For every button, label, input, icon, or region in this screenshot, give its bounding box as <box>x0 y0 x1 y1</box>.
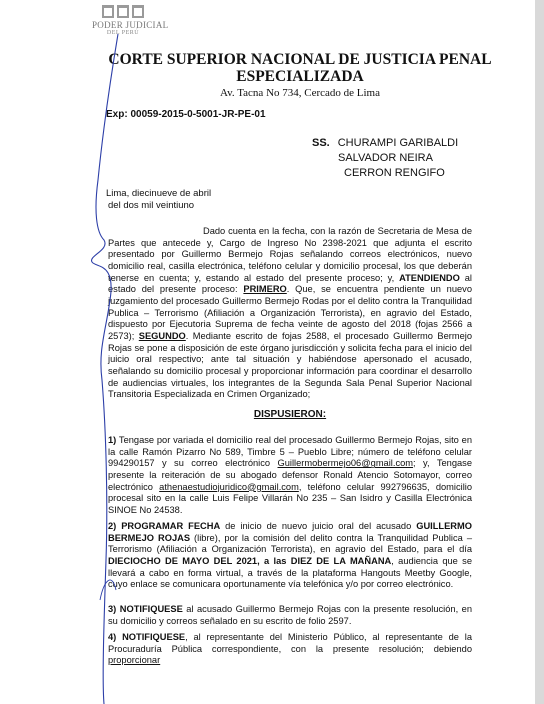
p1-text-a: Dado cuenta en la fecha, con la razón de Secretaria de Mesa de Partes que antecede y, Cargo de Ingreso No 2398-2021 que adjunta el escrito presentado por Guillermo Bermejo Rojas señalando correos electrónicos, nuevo domicilio real, casilla electrónica, teléfono celular y domicilio procesal, los que deberán tenerse en cuenta; y, estando al estado del presente proceso; y, <box>108 226 472 283</box>
judges-block <box>312 136 458 181</box>
place-date-line2: del dos mil veintiuno <box>108 200 195 211</box>
email-link-accused[interactable]: Guillermobermejo06@gmail.com <box>277 458 414 469</box>
section-heading: DISPUSIERON: <box>253 409 327 420</box>
judge-name-2: SALVADOR NEIRA <box>338 152 433 164</box>
email-link-lawyer[interactable]: athenaestudiojuridico@gmail.com <box>159 481 299 492</box>
p1-atendiendo: ATENDIENDO <box>399 272 460 283</box>
paragraph-considerations <box>108 226 472 401</box>
paragraph-item-4 <box>108 632 472 667</box>
p2-text-b: ; y, Tengase presente la reiteración de su abogado defensor Ronald Atencio Sotomayor, correo electrónico <box>108 458 472 492</box>
p2-text-c: , teléfono celular 992796635, domicilio procesal sito en la calle Luis Felipe Villarán No 235 – San Isidro y Casilla Electrónica SINOE No 24538. <box>108 481 473 515</box>
place-date <box>106 188 211 212</box>
paragraph-item-2 <box>108 521 472 591</box>
p5-notifiquese: 4) NOTIFIQUESE <box>108 632 186 642</box>
p2-text-a: Tengase por variada el domicilio real del procesado Guillermo Bermejo Rojas, sito en la calle Ramón Pizarro No 589, Timbre 5 – Pueblo Libre; número de teléfono celular 994290157 y su correo electrónico <box>108 435 472 469</box>
p3-hearing-date: DIECIOCHO DE MAYO DEL 2021, a las DIEZ DE LA MAÑANA <box>108 555 392 566</box>
scan-edge <box>535 0 544 704</box>
p5-text-c: proporcionar <box>108 655 161 666</box>
court-address: Av. Tacna No 734, Cercado de Lima <box>220 87 380 99</box>
case-number: Exp: 00059-2015-0-5001-JR-PE-01 <box>106 109 266 120</box>
p3-programar: 2) PROGRAMAR FECHA <box>108 521 221 531</box>
place-date-line1: Lima, diecinueve de abril <box>106 188 212 199</box>
paragraph-item-3 <box>108 604 472 627</box>
court-title-line2: ESPECIALIZADA <box>236 68 364 85</box>
judiciary-emblem-icon <box>92 5 154 18</box>
p4-notifiquese: 3) NOTIFIQUESE <box>108 604 183 614</box>
p4-text-b: al acusado Guillermo Bermejo Rojas con la presente resolución, en su domicilio y correos señalado en su escrito de folio 2597. <box>108 604 472 626</box>
p5-text-b: , al representante del Ministerio Público, al representante de la Procuraduría Pública correspondiente, con la presente resolución; debiendo <box>108 632 472 654</box>
p3-text-d: (libre), por la comisión del delito contra la Tranquilidad Publica – Terrorismo (Afiliación a Organización Terrorista), en agravio del Estado, para el día <box>108 532 472 555</box>
court-title-line1: CORTE SUPERIOR NACIONAL DE JUSTICIA PENAL <box>108 51 492 68</box>
p1-segundo: SEGUNDO <box>138 330 186 341</box>
logo-text-line2: DEL PERÚ <box>106 30 140 36</box>
judge-name-1: CHURAMPI GARIBALDI <box>337 137 459 149</box>
p1-text-g: . Mediante escrito de fojas 2588, el procesado Guillermo Bermejo Rojas se pone a disposición de este órgano jurisdicción y solicita fecha para el inicio del juicio oral respectivo; ante tal situación y habiéndose apersonado el acusado, señalando su domicilio procesal y proporcionar información para coordinar el desarrollo de audiencias virtuales, los integrantes de la Segunda Sala Penal Superior Nacional Transitoria Especializada en Crimen Organizado; <box>108 330 472 400</box>
paragraph-item-1 <box>108 435 472 517</box>
p1-text-e: . Que, se encuentra pendiente un nuevo juzgamiento del procesado Guillermo Bermejo Rodas por el delito contra la Tranquilidad Publica – Terrorismo (Afiliación a Organización Terrorista), en agravio del Estado, dispuesto por Ejecutoria Suprema de fecha veinte de agosto del 2018 (fojas 2566 a 2573); <box>108 284 472 341</box>
p3-text-f: , audiencia que se llevará a cabo en forma virtual, a través de la plataforma Hangouts Meetby Google, cuyo enlace se comunicara oportunamente vía telefónica y/o por correo electrónico. <box>108 555 472 590</box>
p2-number: 1) <box>108 435 117 445</box>
p3-text-b: de inicio de nuevo juicio oral del acusado <box>220 521 417 531</box>
p3-accused-name: GUILLERMO BERMEJO ROJAS <box>108 521 472 543</box>
logo-text-line1: PODER JUDICIAL <box>92 20 169 30</box>
p1-text-c: al estado del presente proceso: <box>108 272 472 295</box>
judiciary-logo <box>92 5 169 36</box>
judge-name-3: CERRON RENGIFO <box>344 167 445 179</box>
p1-primero: PRIMERO <box>243 284 287 295</box>
judges-prefix: SS. <box>312 137 330 149</box>
court-title <box>100 51 500 85</box>
